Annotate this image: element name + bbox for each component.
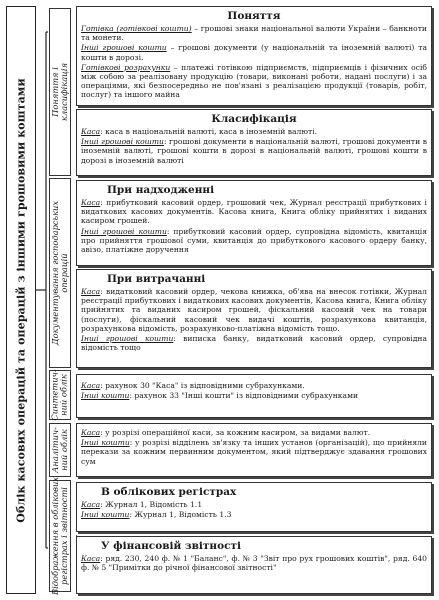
section-syntetychnyi-oblik bbox=[76, 374, 432, 418]
category-syntetychnyi-oblik: Синтетич- ний облік bbox=[50, 369, 69, 421]
main-title-box bbox=[6, 6, 36, 594]
section-oblikovi-rehistry bbox=[76, 482, 432, 532]
definition-item: Інші кошти: Журнал 1, Відомість 1.3 bbox=[81, 510, 232, 520]
section-heading: У фінансовій звітності bbox=[101, 540, 242, 552]
section-heading: В облікових регістрах bbox=[101, 486, 237, 498]
definition-item: Каса: прибутковий касовий ордер, грошовий чек, Журнал реєстрації прибуткових і видаткових касових документів. Касова книга, Книга обліку прийнятих і виданих касиром грошей. bbox=[81, 198, 427, 226]
bracket-connector bbox=[36, 30, 48, 550]
definition-item: Каса: каса в національній валюті, каса в іноземній валюті. bbox=[81, 127, 318, 136]
main-title: Облік касових операцій та операцій з іншими грошовими коштами bbox=[14, 77, 28, 523]
category-poniattia-klasyfikatsiia: Поняття і класифікація bbox=[49, 8, 71, 176]
definition-item: Каса: рахунок 30 "Каса" із відповідними субрахунками. bbox=[81, 381, 305, 390]
definition-item: Готівка (готівкові кошти) – грошові знаки національної валюти України – банкноти та монети. bbox=[81, 24, 427, 43]
definition-item: Каса: ряд. 230, 240 ф. № 1 "Баланс", ф. № 3 "Звіт про рух грошових коштів", ряд. 640 ф. № 5 "Примітки до річної фінансової звітності" bbox=[81, 554, 427, 573]
section-heading: При надходженні bbox=[107, 184, 215, 196]
definition-item: Інші грошові кошти: прибутковий касовий ордер, супровідна відомість, квитанція про прийняття грошової суми, квитанція до прибуткового касового ордеру банку, авізо, платіжне доручення bbox=[81, 226, 427, 255]
section-nadkhodzhenni bbox=[76, 180, 432, 266]
definition-item: Інші кошти: рахунок 33 "Інші кошти" із відповідними субрахунками bbox=[81, 391, 359, 401]
definition-item: Каса: видатковий касовий ордер, чекова книжка, об'ява на внесок готівки, Журнал реєстрації прибуткових і видаткових касових документів, Касова книга, Книга обліку прийнятих та виданих касиром грошей, фіскальний касовий чек на товари (послуги), фіскальний касовий чек видачі коштів, розрахункова квитанція, розрахункова відомість, розрахунково-платіжна відомість тощо. bbox=[81, 287, 427, 333]
section-klasyfikatsiia bbox=[76, 109, 432, 176]
definition-item: Каса: Журнал 1, Відомість 1.1 bbox=[81, 500, 203, 509]
section-vytrachanni bbox=[76, 269, 432, 368]
definition-item: Інші кошти: у розрізі відділень зв'язку та інших установ (організацій), що прийняли перекази за кожним первинним документом, який підтверджує здавання грошових сум bbox=[81, 438, 427, 466]
definition-item: Каса: у розрізі операційної каси, за кожним касиром, за видами валют. bbox=[81, 428, 371, 437]
definition-item: Інші грошові кошти – грошові документи (у національній та іноземній валюті) та кошти в дорозі. bbox=[81, 43, 427, 62]
section-heading: Поняття bbox=[227, 10, 281, 22]
section-poniattia bbox=[76, 6, 432, 106]
section-heading: При витрачанні bbox=[107, 273, 206, 285]
category-vidobrazhennia: Відображення в облікових регістрах і звітності bbox=[50, 477, 69, 595]
definition-item: Інші грошові кошти: виписка банку, видатковий касовий ордер, супровідна відомість тощо bbox=[81, 334, 427, 353]
category-analitychnyi-oblik: Аналітич- ний облік bbox=[49, 423, 71, 477]
section-analitychnyi-oblik bbox=[76, 423, 432, 477]
definition-item: Готівкові розрахунки – платежі готівкою підприємств, підприємців і фізичних осіб між собою за реалізовану продукцію (товари, виконані роботи, надані послуги) і за операціями, які безпосередньо не пов'язані з реалізацією продукції (товарів, робіт, послуг) та іншого майна bbox=[81, 62, 427, 100]
definition-item: Інші грошові кошти: грошові документи в національній валюті, грошові документи в іноземній валюті, грошові кошти в дорозі в національній валюті, грошові кошти в дорозі в іноземній валюті bbox=[81, 137, 427, 165]
section-finansova-zvitnist bbox=[76, 536, 432, 594]
section-heading: Класифікація bbox=[211, 113, 297, 125]
category-dokumentuvannia: Документування господарських операцій bbox=[49, 178, 71, 368]
